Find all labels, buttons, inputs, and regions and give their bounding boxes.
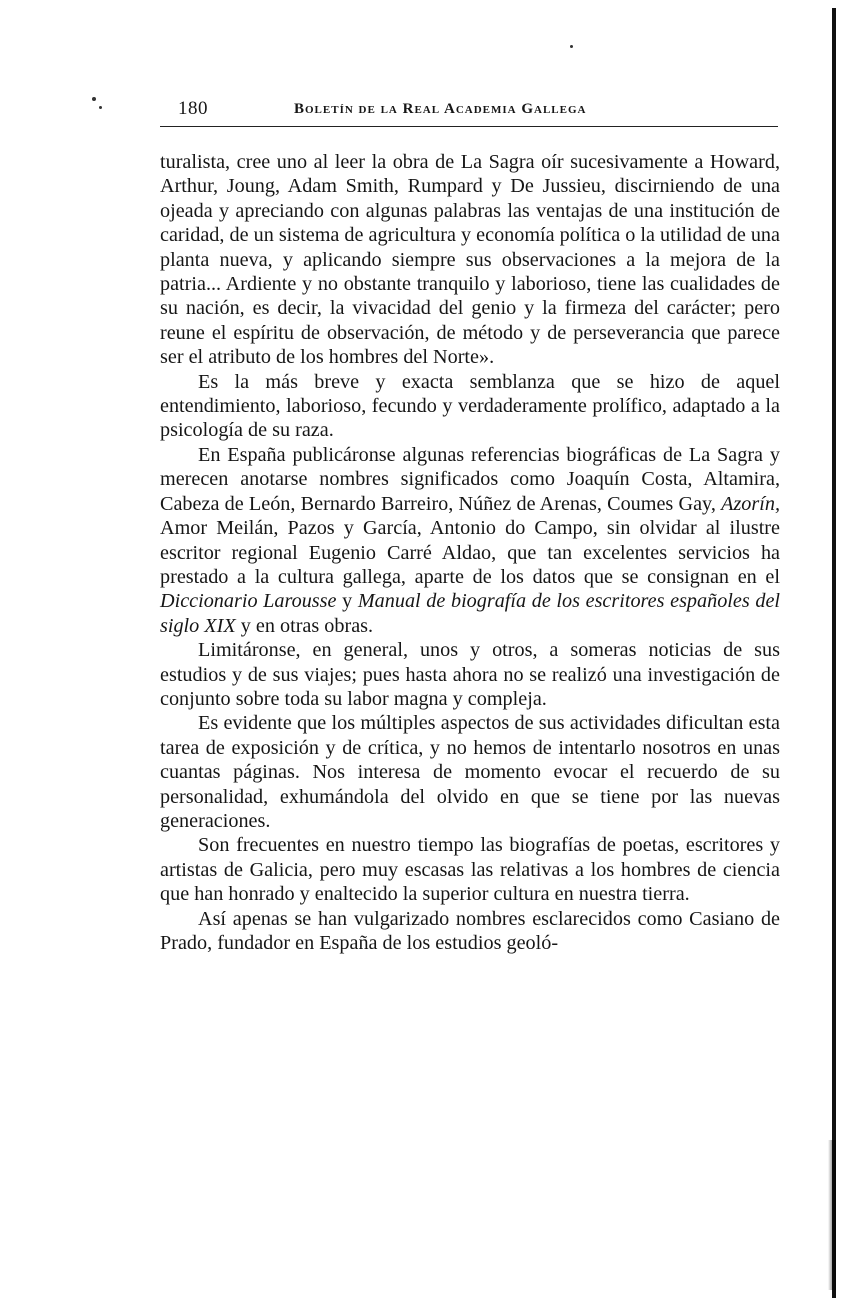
paragraph: Son frecuentes en nuestro tiempo las biografías de poetas, escritores y artistas de Galicia, pero muy escasas las relativas a los hombres de ciencia que han honrado y enaltecido la superior cultura en nuestra tierra. — [160, 834, 780, 906]
scan-speck — [99, 106, 102, 109]
book-title: Diccionario Larousse — [160, 590, 337, 613]
page-header — [160, 96, 778, 127]
paragraph: Así apenas se han vulgarizado nombres esclarecidos como Casiano de Prado, fundador en España de los estudios geoló- — [160, 907, 780, 954]
text-run: y en otras obras. — [240, 614, 374, 637]
scan-speck — [92, 97, 96, 101]
scan-speck — [570, 45, 573, 48]
page-number: 180 — [178, 98, 208, 119]
text-run: y — [342, 590, 353, 613]
text-run: Amor Meilán, Pazos y García, Antonio do Campo, sin olvidar al ilustre escritor regional Eugenio Carré Aldao, que tan excelentes servicios ha prestado a la cultura gallega, aparte de los datos que se consignan en el — [160, 517, 780, 588]
body-text — [160, 150, 780, 955]
page-edge — [832, 8, 836, 1298]
running-title: Boletín de la Real Academia Gallega — [294, 101, 587, 117]
italic-name: Azorín, — [721, 492, 780, 515]
book-title: Manual de biografía de los escritores españoles del siglo XIX — [160, 590, 781, 637]
paragraph — [160, 443, 780, 638]
paragraph: turalista, cree uno al leer la obra de La Sagra oír sucesivamente a Howard, Arthur, Joung, Adam Smith, Rumpard y De Jussieu, discirniendo de una ojeada y apreciando con algunas palabras las ventajas de una institución de caridad, de un sistema de agricultura y economía política o la utilidad de una planta nueva, y aplicando siempre sus observaciones a la mejora de la patria... Ardiente y no obstante tranquilo y laborioso, tiene las cualidades de su nación, es decir, la vivacidad del genio y la firmeza del carácter; pero reune el espíritu de observación, de método y de perseverancia que parece ser el atributo de los hombres del Norte». — [160, 151, 780, 369]
paragraph: Limitáronse, en general, unos y otros, a someras noticias de sus estudios y de sus viajes; pues hasta ahora no se realizó una investigación de conjunto sobre toda su labor magna y compleja. — [160, 639, 780, 710]
paragraph: Es evidente que los múltiples aspectos de sus actividades dificultan esta tarea de exposición y de crítica, y no hemos de intentarlo nosotros en unas cuantas páginas. Nos interesa de momento evocar el recuerdo de su personalidad, exhumándola del olvido en que se tiene por las nuevas generaciones. — [160, 712, 780, 832]
page-edge-shadow — [828, 1140, 836, 1290]
text-run: En España publicáronse algunas referencias biográficas de La Sagra y merecen anotarse nombres significados como Joaquín Costa, Altamira, Cabeza de León, Bernardo Barreiro, Núñez de Arenas, Coumes Gay, — [160, 443, 780, 515]
paragraph: Es la más breve y exacta semblanza que se hizo de aquel entendimiento, laborioso, fecundo y verdaderamente prolífico, adaptado a la psicología de su raza. — [160, 370, 780, 442]
